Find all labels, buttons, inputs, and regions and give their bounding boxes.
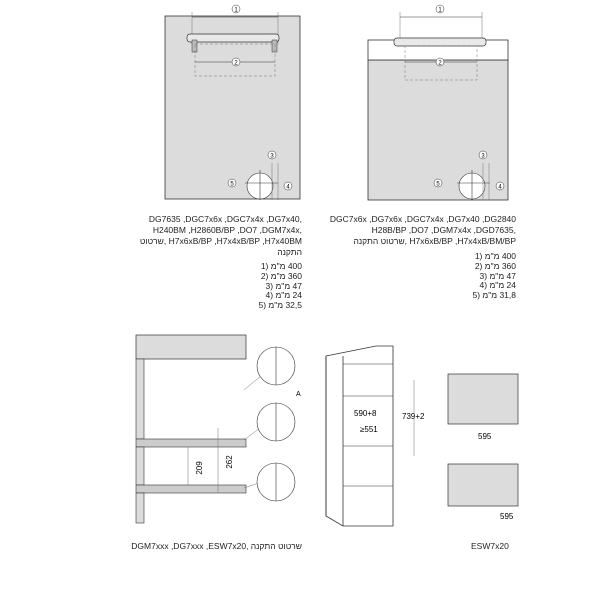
top-left-caption [140,214,302,258]
br-dim-551: ≥551 [360,425,378,434]
tr-callout-4: 4 [498,184,502,191]
tr-callout-3: 3 [481,153,485,160]
top-left-oven-drawing [150,0,310,210]
tr-callout-1: 1 [438,7,442,14]
tr-dim-5: 31,8 מ"מ (5 [472,290,516,301]
bottom-left-cabinet-drawing [128,330,308,535]
br-dim-595-1: 595 [478,432,492,441]
tr-dim-1: 400 מ"מ (1 [474,251,516,261]
tl-dim-4: 24 מ"מ (4 [265,290,302,301]
tl-callout-5: 5 [230,181,234,188]
bl-dim-209: 209 [195,461,204,475]
tr-callout-2: 2 [438,60,442,67]
br-dim-590: 590+8 [354,409,377,418]
bl-dim-262: 262 [225,455,234,469]
br-dim-595-2: 595 [500,512,514,521]
tl-dim-3: 47 מ"מ (3 [265,280,302,291]
bl-callout-a: A [296,391,301,398]
tl-caption-line-2: ,H240BM ,H2860B/BP ,DO7 ,DGM7x4x [152,225,302,235]
tr-caption-line-3: H7x6xB/BP ,H7x4xB/BM/BP ,שרטוט התקנה [353,236,516,246]
tr-dim-2: 360 מ"מ (2 [474,260,516,271]
tl-callout-4: 4 [286,184,290,191]
tl-callout-2: 2 [234,60,238,67]
tl-dim-1: 400 מ"מ (1 [260,261,302,271]
tr-caption-line-2: ,H28B/BP ,DO7 ,DGM7x4x ,DGD7635 [371,225,516,235]
top-right-oven-drawing [360,0,520,210]
tr-dim-4: 24 מ"מ (4 [479,280,516,291]
top-right-dims [472,252,516,301]
tl-caption-line-4: התקנה [277,247,302,257]
br-dim-739: 739+2 [402,412,425,421]
tl-dim-2: 360 מ"מ (2 [260,270,302,281]
bottom-right-cabinet-drawing [318,336,533,536]
top-left-dims [258,262,302,311]
tl-callout-1: 1 [234,7,238,14]
tr-dim-3: 47 מ"מ (3 [479,270,516,281]
tr-caption-line-1: DGC7x6x ,DG7x6x ,DGC7x4x ,DG7x40 ,DG2840 [329,214,516,224]
tr-callout-5: 5 [436,181,440,188]
tl-dim-5: 32,5 מ"מ (5 [258,300,302,311]
bottom-left-caption: שרטוט התקנה ,DGM7xxx ,DG7xxx ,ESW7x20 [131,541,302,551]
tl-callout-3: 3 [270,153,274,160]
bottom-right-caption: ESW7x20 [471,541,509,551]
tl-caption-line-1: ,DG7635 ,DGC7x6x ,DGC7x4x ,DG7x40 [148,214,302,224]
tl-caption-line-3: H7x6xB/BP ,H7x4xB/BP ,H7x40BM ,שרטוט [139,236,302,246]
top-right-caption [330,214,516,247]
